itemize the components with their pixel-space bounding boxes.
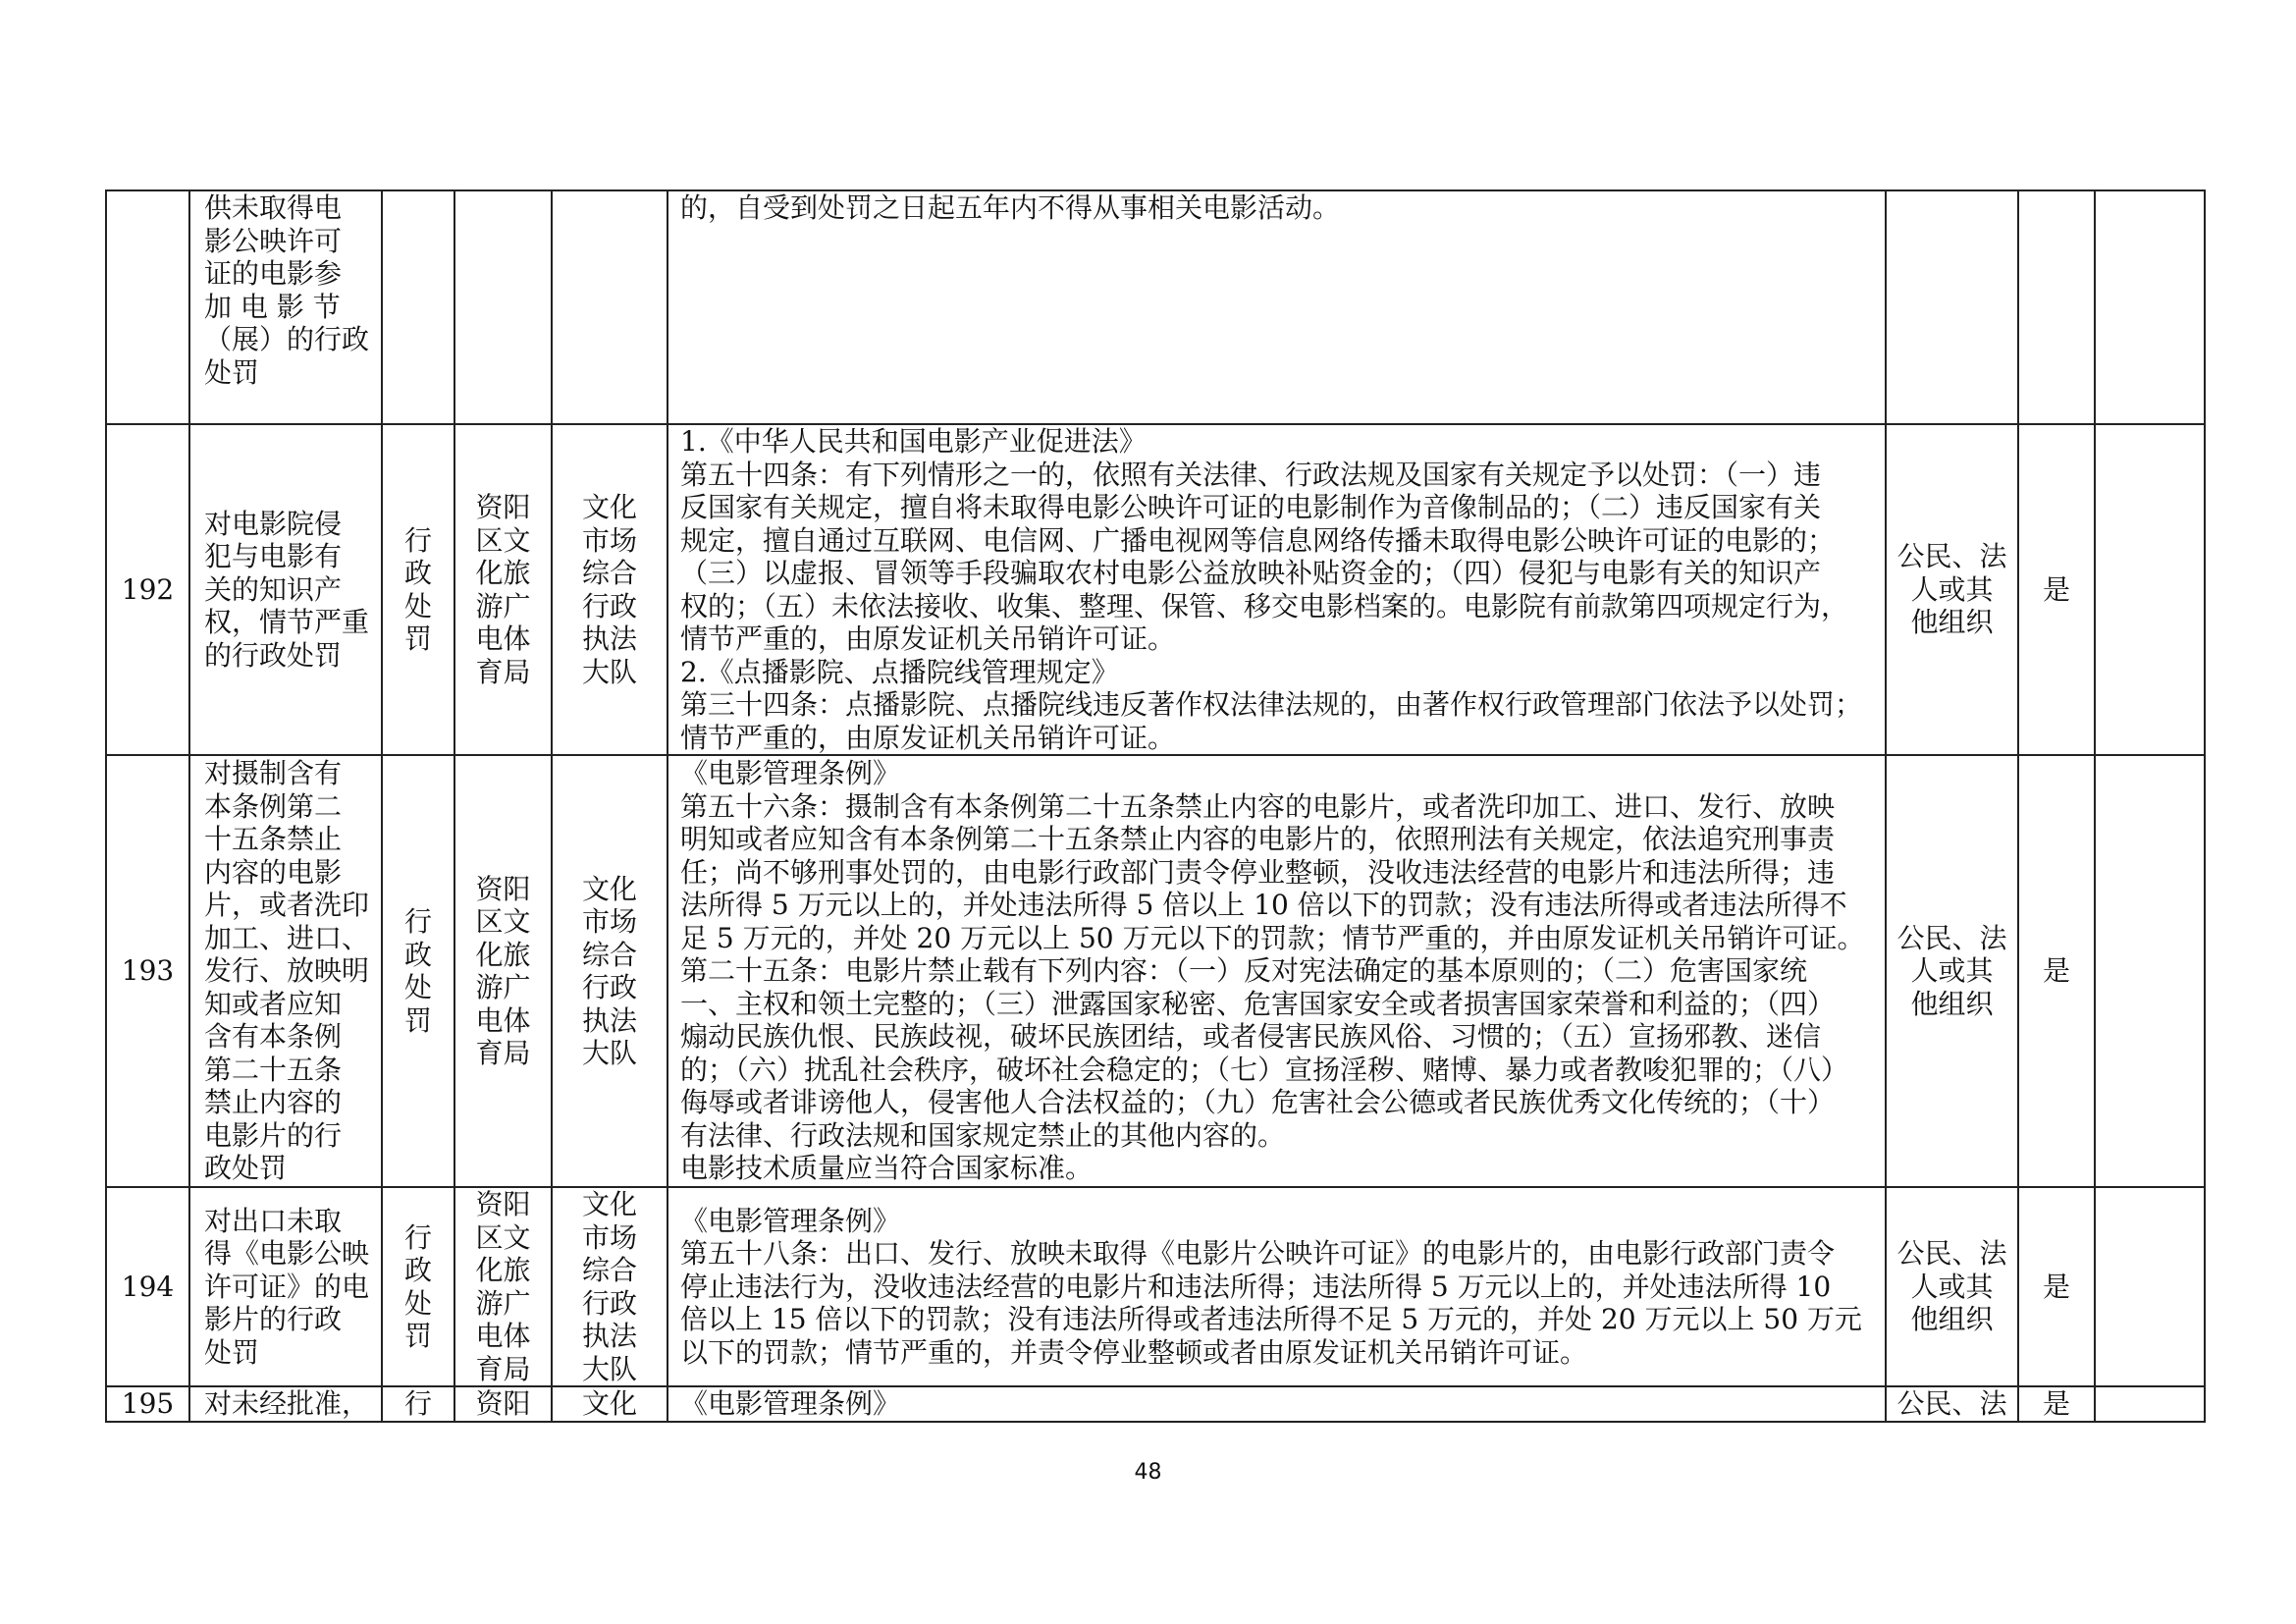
enforcement-unit-line: 文化 <box>581 872 637 905</box>
item-name-line: 对摄制含有 <box>204 757 343 790</box>
enforcement-unit-line: 市场 <box>581 1220 637 1254</box>
item-name-line: 关的知识产 <box>204 572 343 606</box>
penalty-type-line: 处 <box>403 971 432 1003</box>
legal-basis-line: 2.《点播影院、点播院线管理规定》 <box>680 655 1119 688</box>
table-row <box>106 1187 2205 1386</box>
enforcement-unit-line: 行政 <box>581 971 637 1003</box>
item-name <box>189 1386 382 1422</box>
legal-basis <box>667 190 1886 424</box>
department-line: 区文 <box>475 1220 531 1254</box>
enforcement-unit-line: 大队 <box>581 655 637 688</box>
target-subject-line: 人或其 <box>1910 1270 1994 1303</box>
target-subject <box>1886 1187 2018 1386</box>
legal-basis-line: 倍以上 15 倍以下的罚款；没有违法所得或者违法所得不足 5 万元的，并处 20 万元以上 50 万元 <box>680 1303 1862 1336</box>
item-name-line: 供未取得电 <box>204 191 343 224</box>
legal-basis-line: 《电影管理条例》 <box>680 757 901 790</box>
penalty-type-line: 处 <box>403 1286 432 1320</box>
item-name-line: 的行政处罚 <box>204 638 343 672</box>
legal-basis-line: 第五十八条：出口、发行、放映未取得《电影片公映许可证》的电影片的，由电影行政部门责令 <box>680 1237 1836 1271</box>
item-name-line: 含有本条例 <box>204 1020 343 1054</box>
applicable-flag: 是 <box>2018 1187 2095 1386</box>
legal-basis-line: 的；（六）扰乱社会秩序，破坏社会稳定的；（七）宣扬淫秽、赌博、暴力或者教唆犯罪的；（八） <box>680 1053 1849 1086</box>
department-line: 电体 <box>475 1003 531 1037</box>
row-number: 195 <box>106 1386 189 1422</box>
penalty-type <box>382 1386 454 1422</box>
enforcement-unit-line: 行政 <box>581 589 637 623</box>
penalty-type <box>382 755 454 1187</box>
department-line: 育局 <box>475 1352 531 1385</box>
department-line: 游广 <box>475 1286 531 1320</box>
enforcement-unit-line: 文化 <box>581 491 637 523</box>
regulation-table <box>105 189 2206 1423</box>
legal-basis-line: 第五十四条：有下列情形之一的，依照有关法律、行政法规及国家有关规定予以处罚：（一）违 <box>680 458 1822 491</box>
penalty-type-line: 处 <box>403 589 432 623</box>
item-name-line: 禁止内容的 <box>204 1086 343 1119</box>
department-line: 化旅 <box>475 938 531 971</box>
penalty-type-line: 行 <box>403 1220 432 1254</box>
enforcement-unit-line: 文化 <box>581 1188 637 1220</box>
legal-basis-line: 停止违法行为，没收违法经营的电影片和违法所得；违法所得 5 万元以上的，并处违法所得 10 <box>680 1270 1832 1303</box>
enforcement-unit-line: 执法 <box>581 1320 637 1352</box>
table-row <box>106 1386 2205 1422</box>
legal-basis-line: 第三十四条：点播影院、点播院线违反著作权法律法规的，由著作权行政管理部门依法予以处罚； <box>680 688 1863 721</box>
legal-basis <box>667 424 1886 755</box>
item-name-line: 知或者应知 <box>204 987 343 1020</box>
enforcement-unit <box>552 755 667 1187</box>
penalty-type-line: 行 <box>403 523 432 557</box>
legal-basis <box>667 1386 1886 1422</box>
penalty-type-line: 行 <box>403 1387 432 1420</box>
item-name-line: 许可证》的电 <box>204 1270 370 1303</box>
item-name-line: 十五条禁止 <box>204 823 343 856</box>
penalty-type <box>382 424 454 755</box>
row-number: 192 <box>106 424 189 755</box>
legal-basis-line: 《电影管理条例》 <box>680 1204 901 1237</box>
item-name-line: 处罚 <box>204 355 260 389</box>
legal-basis-line: 1.《中华人民共和国电影产业促进法》 <box>680 425 1147 458</box>
department-line: 育局 <box>475 655 531 688</box>
department <box>454 755 552 1187</box>
department <box>454 1386 552 1422</box>
remarks-cell <box>2095 1187 2205 1386</box>
legal-basis-line: 《电影管理条例》 <box>680 1387 901 1420</box>
legal-basis-line: 法所得 5 万元以上的，并处违法所得 5 倍以上 10 倍以下的罚款；没有违法所得或者违法所得不 <box>680 889 1847 922</box>
enforcement-unit-line: 市场 <box>581 523 637 557</box>
item-name-line: 对出口未取 <box>204 1204 343 1237</box>
legal-basis-line: （三）以虚报、冒领等手段骗取农村电影公益放映补贴资金的；（四）侵犯与电影有关的知识产 <box>680 557 1822 589</box>
department-line: 资阳 <box>475 1188 531 1220</box>
legal-basis-line: 煽动民族仇恨、民族歧视，破坏民族团结，或者侵害民族风俗、习惯的；（五）宣扬邪教、迷信 <box>680 1020 1822 1054</box>
legal-basis-line: 电影技术质量应当符合国家标准。 <box>680 1152 1094 1185</box>
department <box>454 190 552 424</box>
legal-basis-line: 有法律、行政法规和国家规定禁止的其他内容的。 <box>680 1118 1286 1152</box>
remarks-cell <box>2095 190 2205 424</box>
penalty-type-line: 政 <box>403 938 432 971</box>
item-name-line: 对电影院侵 <box>204 507 343 540</box>
enforcement-unit-line: 大队 <box>581 1352 637 1385</box>
enforcement-unit-line: 执法 <box>581 1003 637 1037</box>
target-subject-line: 公民、法 <box>1896 1387 2007 1420</box>
department-line: 游广 <box>475 589 531 623</box>
target-subject-line: 他组织 <box>1910 606 1994 639</box>
item-name <box>189 190 382 424</box>
target-subject-line: 他组织 <box>1910 987 1994 1020</box>
remarks-cell <box>2095 1386 2205 1422</box>
legal-basis-line: 侮辱或者诽谤他人，侵害他人合法权益的；（九）危害社会公德或者民族优秀文化传统的；（十） <box>680 1086 1836 1119</box>
enforcement-unit-line: 大队 <box>581 1037 637 1069</box>
legal-basis-line: 权的；（五）未依法接收、收集、整理、保管、移交电影档案的。电影院有前款第四项规定行为， <box>680 589 1849 623</box>
item-name-line: 内容的电影 <box>204 855 343 889</box>
target-subject-line: 公民、法 <box>1896 921 2007 954</box>
item-name-line: 发行、放映明 <box>204 954 370 988</box>
item-name-line: 本条例第二 <box>204 789 343 823</box>
target-subject-line: 人或其 <box>1910 954 1994 988</box>
department-line: 化旅 <box>475 557 531 589</box>
department-line: 资阳 <box>475 872 531 905</box>
item-name <box>189 755 382 1187</box>
enforcement-unit-line: 文化 <box>581 1387 637 1420</box>
legal-basis-line: 一、主权和领土完整的；（三）泄露国家秘密、危害国家安全或者损害国家荣誉和利益的；（四） <box>680 987 1836 1020</box>
enforcement-unit <box>552 1386 667 1422</box>
department-line: 区文 <box>475 905 531 938</box>
department <box>454 1187 552 1386</box>
legal-basis-line: 情节严重的，由原发证机关吊销许可证。 <box>680 623 1176 655</box>
department-line: 育局 <box>475 1037 531 1069</box>
legal-basis-line: 情节严重的，由原发证机关吊销许可证。 <box>680 721 1176 754</box>
penalty-type-line: 政 <box>403 557 432 589</box>
target-subject <box>1886 424 2018 755</box>
penalty-type <box>382 1187 454 1386</box>
legal-basis-line: 以下的罚款；情节严重的，并责令停业整顿或者由原发证机关吊销许可证。 <box>680 1335 1588 1369</box>
item-name-line: 电影片的行 <box>204 1118 343 1152</box>
legal-basis-line: 第二十五条：电影片禁止载有下列内容：（一）反对宪法确定的基本原则的；（二）危害国家统 <box>680 954 1808 988</box>
table-row <box>106 190 2205 424</box>
department-line: 电体 <box>475 623 531 655</box>
page-number: 48 <box>1134 1460 1162 1485</box>
item-name-line: 政处罚 <box>204 1152 288 1185</box>
item-name-line: 片，或者洗印 <box>204 889 370 922</box>
row-number <box>106 190 189 424</box>
enforcement-unit-line: 综合 <box>581 557 637 589</box>
legal-basis-line: 规定，擅自通过互联网、电信网、广播电视网等信息网络传播未取得电影公映许可证的电影的； <box>680 523 1836 557</box>
legal-basis-line: 反国家有关规定，擅自将未取得电影公映许可证的电影制作为音像制品的；（二）违反国家有关 <box>680 491 1822 523</box>
target-subject-line: 公民、法 <box>1896 1237 2007 1271</box>
legal-basis-line: 足 5 万元的，并处 20 万元以上 50 万元以下的罚款；情节严重的，并由原发证机关吊销许可证。 <box>680 921 1865 954</box>
legal-basis-line: 明知或者应知含有本条例第二十五条禁止内容的电影片的，依照刑法有关规定，依法追究刑事责 <box>680 823 1836 856</box>
enforcement-unit-line: 执法 <box>581 623 637 655</box>
table-body <box>106 190 2205 1422</box>
enforcement-unit-line: 市场 <box>581 905 637 938</box>
item-name-line: 加 电 影 节 <box>204 290 341 323</box>
enforcement-unit <box>552 190 667 424</box>
enforcement-unit <box>552 424 667 755</box>
item-name-line: 对未经批准， <box>204 1387 370 1420</box>
applicable-flag: 是 <box>2018 755 2095 1187</box>
item-name-line: 影公映许可 <box>204 224 343 257</box>
item-name-line: 影片的行政 <box>204 1303 343 1336</box>
item-name-line: 犯与电影有 <box>204 540 343 573</box>
target-subject-line: 人或其 <box>1910 572 1994 606</box>
legal-basis <box>667 1187 1886 1386</box>
item-name-line: 第二十五条 <box>204 1053 343 1086</box>
target-subject-line: 公民、法 <box>1896 540 2007 573</box>
remarks-cell <box>2095 755 2205 1187</box>
applicable-flag: 是 <box>2018 424 2095 755</box>
enforcement-unit-line: 综合 <box>581 938 637 971</box>
item-name-line: 证的电影参 <box>204 257 343 290</box>
department-line: 资阳 <box>475 491 531 523</box>
table-row <box>106 755 2205 1187</box>
penalty-type-line: 政 <box>403 1254 432 1286</box>
target-subject <box>1886 190 2018 424</box>
enforcement-unit-line: 综合 <box>581 1254 637 1286</box>
target-subject <box>1886 755 2018 1187</box>
penalty-type-line: 罚 <box>403 1320 432 1352</box>
department-line: 电体 <box>475 1320 531 1352</box>
item-name-line: 加工、进口、 <box>204 921 370 954</box>
target-subject <box>1886 1386 2018 1422</box>
penalty-type-line: 罚 <box>403 623 432 655</box>
table-row <box>106 424 2205 755</box>
penalty-type-line: 罚 <box>403 1003 432 1037</box>
item-name-line: 权，情节严重 <box>204 606 370 639</box>
legal-basis-line: 第五十六条：摄制含有本条例第二十五条禁止内容的电影片，或者洗印加工、进口、发行、放映 <box>680 789 1836 823</box>
item-name <box>189 1187 382 1386</box>
row-number: 193 <box>106 755 189 1187</box>
enforcement-unit <box>552 1187 667 1386</box>
department-line: 区文 <box>475 523 531 557</box>
applicable-flag <box>2018 190 2095 424</box>
row-number: 194 <box>106 1187 189 1386</box>
department-line: 资阳 <box>475 1387 531 1420</box>
legal-basis <box>667 755 1886 1187</box>
penalty-type <box>382 190 454 424</box>
department-line: 化旅 <box>475 1254 531 1286</box>
department <box>454 424 552 755</box>
penalty-type-line: 行 <box>403 905 432 938</box>
target-subject-line: 他组织 <box>1910 1303 1994 1336</box>
remarks-cell <box>2095 424 2205 755</box>
legal-basis-line: 任；尚不够刑事处罚的，由电影行政部门责令停业整顿，没收违法经营的电影片和违法所得；违 <box>680 855 1836 889</box>
enforcement-unit-line: 行政 <box>581 1286 637 1320</box>
item-name-line: 处罚 <box>204 1335 260 1369</box>
legal-basis-line: 的，自受到处罚之日起五年内不得从事相关电影活动。 <box>680 191 1341 224</box>
applicable-flag: 是 <box>2018 1386 2095 1422</box>
item-name-line: 得《电影公映 <box>204 1237 370 1271</box>
item-name <box>189 424 382 755</box>
item-name-line: （展）的行政 <box>204 323 370 355</box>
department-line: 游广 <box>475 971 531 1003</box>
